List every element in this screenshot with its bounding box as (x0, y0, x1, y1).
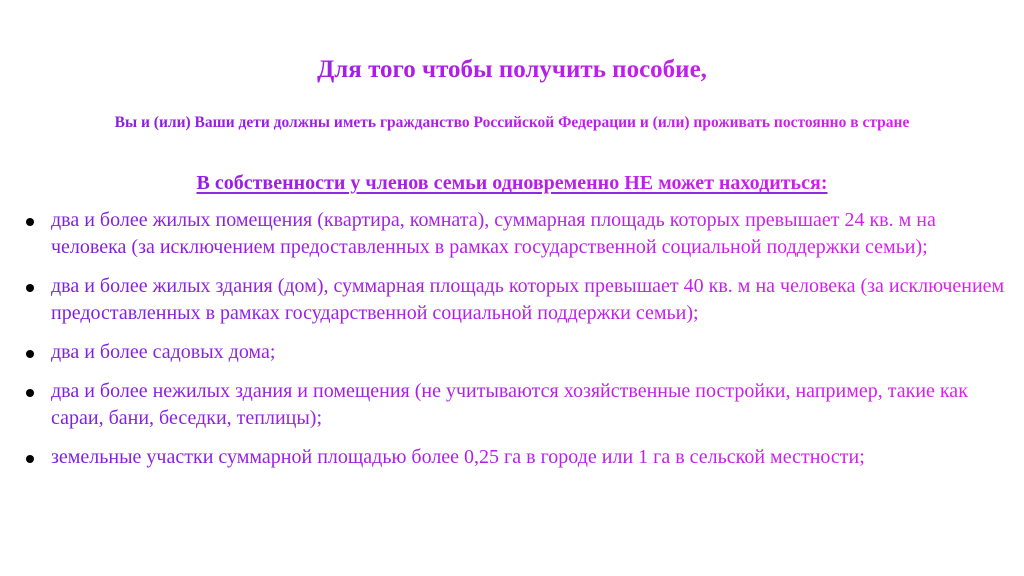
list-item (24, 273, 1009, 327)
list-item (24, 378, 1009, 432)
list-item-text: два и более садовых дома; (51, 339, 1009, 366)
bullet-icon (26, 350, 34, 358)
page-title: Для того чтобы получить пособие, (0, 55, 1024, 85)
list-item (24, 339, 1009, 366)
list-item-text: земельные участки суммарной площадью более 0,25 га в городе или 1 га в сельской местности; (51, 444, 1009, 471)
bullet-icon (26, 218, 34, 226)
requirements-list (24, 207, 1009, 483)
list-heading (0, 170, 1024, 196)
bullet-icon (26, 389, 34, 397)
page-subtitle: Вы и (или) Ваши дети должны иметь гражданство Российской Федерации и (или) проживать постоянно в стране (0, 113, 1024, 133)
bullet-icon (26, 455, 34, 463)
list-item-text: два и более жилых помещения (квартира, комната), суммарная площадь которых превышает 24 кв. м на человека (за исключением предоставленных в рамках государственной социальной поддержки семьи); (51, 207, 1009, 261)
list-heading-text: В собственности у членов семьи одновременно НЕ может находиться: (196, 172, 828, 194)
bullet-icon (26, 284, 34, 292)
list-item-text: два и более нежилых здания и помещения (не учитываются хозяйственные постройки, например, такие как сараи, бани, беседки, теплицы); (51, 378, 1009, 432)
list-item (24, 207, 1009, 261)
list-item (24, 444, 1009, 471)
list-item-text: два и более жилых здания (дом), суммарная площадь которых превышает 40 кв. м на человека (за исключением предоставленных в рамках государственной социальной поддержки семьи); (51, 273, 1009, 327)
